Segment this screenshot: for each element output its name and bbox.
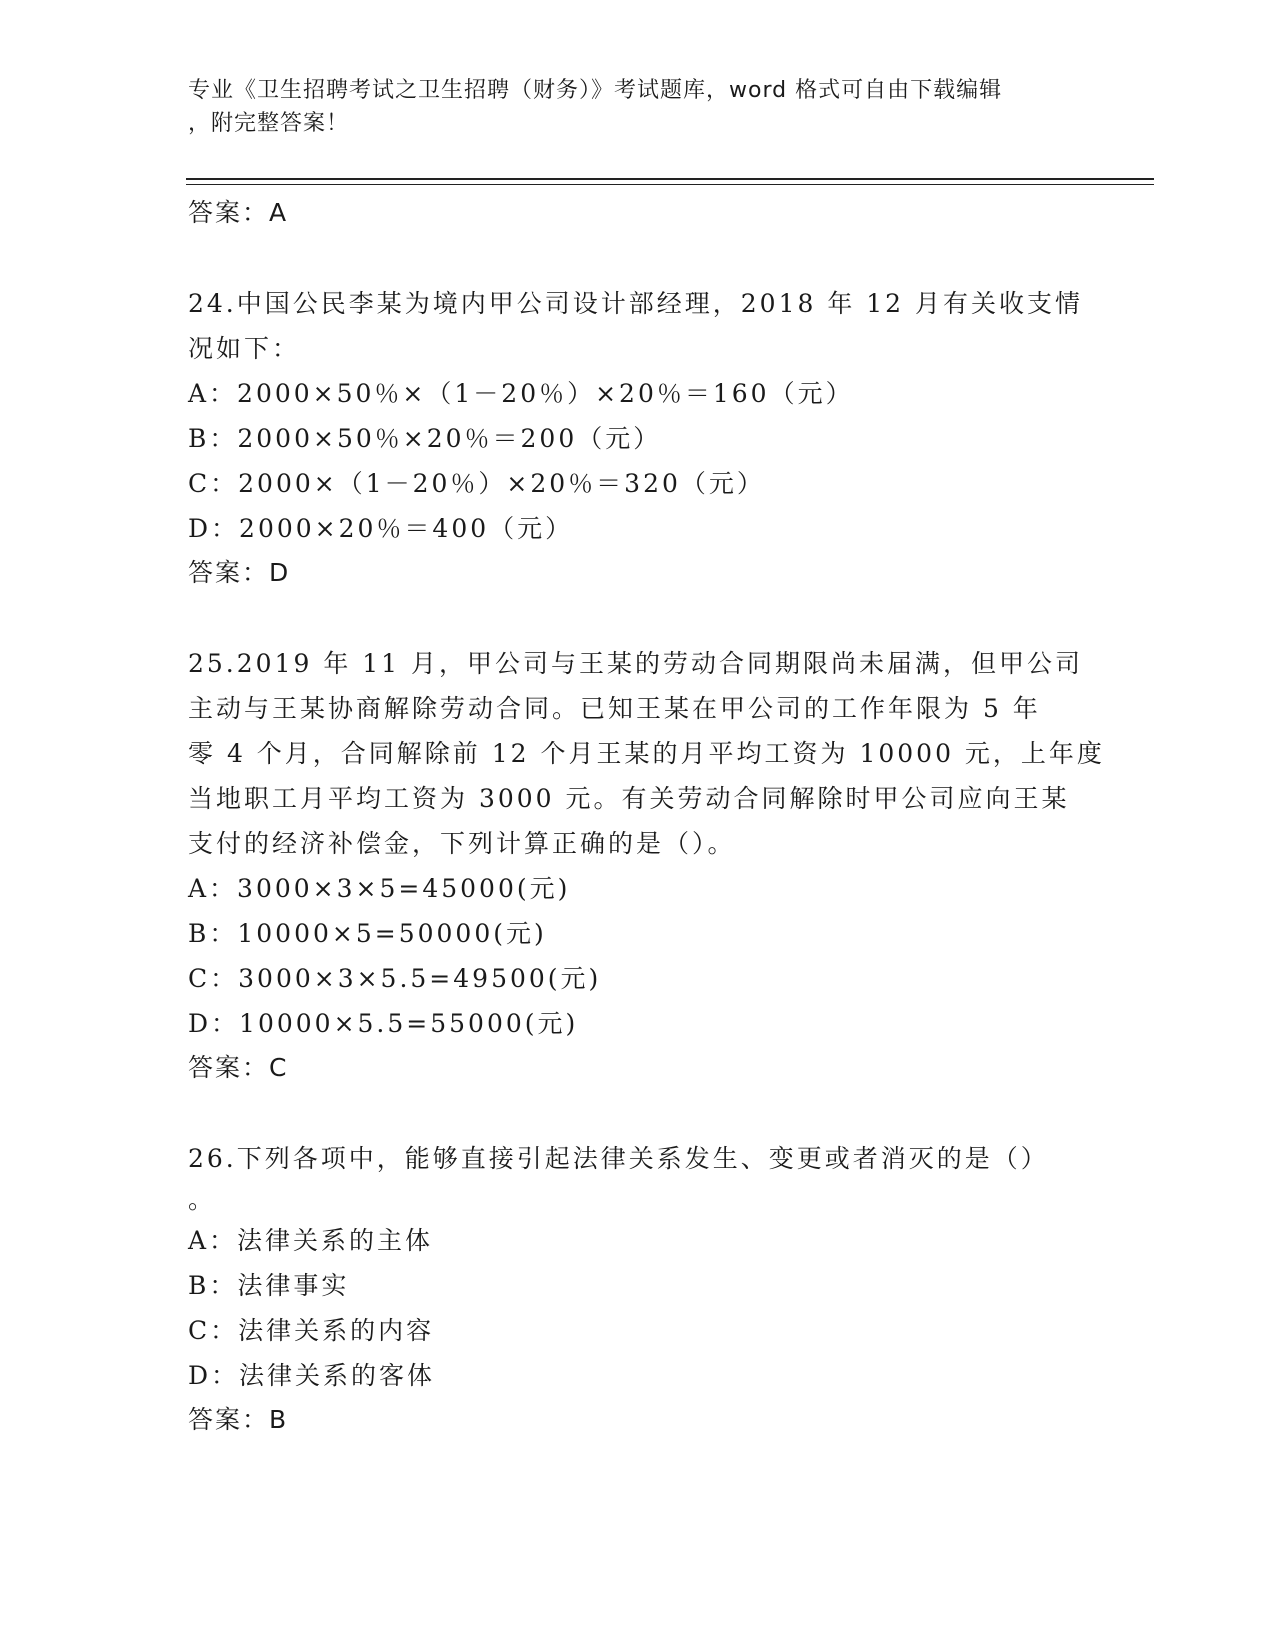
question-24 [188,281,1088,595]
document-header [188,74,1068,140]
option-c: C：法律关系的内容 [188,1316,435,1345]
header-divider-thick [186,178,1154,180]
question-text-line: 26.下列各项中，能够直接引起法律关系发生、变更或者消灭的是（） [188,1144,1049,1173]
option-a: A：3000×3×5=45000(元) [188,874,571,903]
question-text-line: 24.中国公民李某为境内甲公司设计部经理，2018 年 12 月有关收支情 [188,289,1084,318]
option-c: C：3000×3×5.5=49500(元) [188,964,602,993]
question-text-line: 主动与王某协商解除劳动合同。已知王某在甲公司的工作年限为 5 年 [188,694,1041,723]
previous-answer: 答案：A [188,198,289,227]
answer: 答案：B [188,1405,289,1434]
option-d: D：10000×5.5=55000(元) [188,1009,579,1038]
question-text-line: 零 4 个月，合同解除前 12 个月王某的月平均工资为 10000 元，上年度 [188,739,1105,768]
question-text-line: 25.2019 年 11 月，甲公司与王某的劳动合同期限尚未届满，但甲公司 [188,649,1084,678]
option-d: D：2000×20％＝400（元） [188,514,574,543]
header-divider-thin [186,184,1154,185]
question-text-line: 。 [188,1185,217,1214]
question-text-line: 况如下： [188,334,301,363]
option-a: A：法律关系的主体 [188,1226,434,1255]
option-a: A：2000×50％×（1－20％）×20％＝160（元） [188,379,854,408]
question-25 [188,641,1105,1090]
option-b: B：2000×50％×20％＝200（元） [188,424,662,453]
question-26 [188,1136,1088,1442]
answer: 答案：C [188,1053,289,1082]
answer: 答案：D [188,558,291,587]
header-line-2: ，附完整答案！ [188,111,350,136]
question-list [188,191,1105,1442]
option-d: D：法律关系的客体 [188,1361,436,1390]
option-b: B：10000×5=50000(元) [188,919,547,948]
header-line-1: 专业《卫生招聘考试之卫生招聘（财务）》考试题库，word 格式可自由下载编辑 [188,78,1003,103]
option-c: C：2000×（1－20％）×20％＝320（元） [188,469,765,498]
question-text-line: 支付的经济补偿金，下列计算正确的是（）。 [188,829,736,858]
question-text-line: 当地职工月平均工资为 3000 元。有关劳动合同解除时甲公司应向王某 [188,784,1070,813]
option-b: B：法律事实 [188,1271,350,1300]
